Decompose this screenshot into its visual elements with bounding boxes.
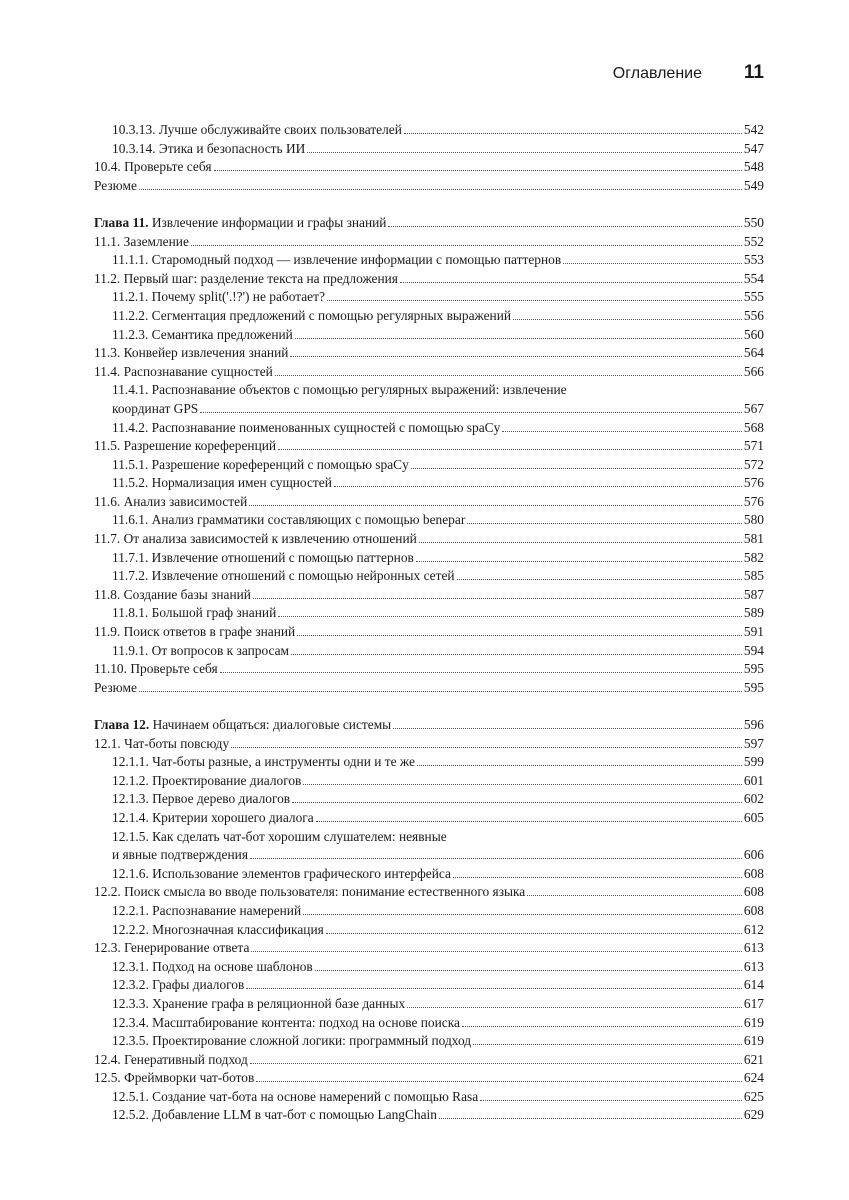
- toc-entry-label: [112, 307, 511, 326]
- toc-entry-label: [112, 772, 301, 791]
- toc-entry[interactable]: [94, 344, 764, 363]
- toc-entry-text: 11.2. Первый шаг: разделение текста на предложения: [94, 270, 398, 286]
- dot-leader: [291, 654, 742, 655]
- toc-entry-page: 580: [743, 512, 764, 528]
- toc-entry-page: 566: [743, 363, 764, 379]
- dot-leader: [462, 1026, 742, 1027]
- toc-entry-text: 11.2.2. Сегментация предложений с помощью регулярных выражений: [112, 307, 512, 323]
- toc-entry-page: 625: [743, 1088, 764, 1104]
- dot-leader: [527, 895, 742, 896]
- dot-leader: [417, 765, 742, 766]
- toc-entry-text: 11.8.1. Большой граф знаний: [112, 605, 277, 621]
- toc-entry-page: 553: [743, 252, 764, 268]
- toc-entry-text: 11.2.1. Почему split('.!?') не работает?: [112, 289, 325, 305]
- toc-entry-page: 605: [743, 809, 764, 825]
- toc-entry[interactable]: [94, 679, 764, 698]
- toc-entry-page: 587: [743, 586, 764, 602]
- toc-entry-label: [112, 474, 332, 493]
- toc-entry-page: 564: [743, 345, 764, 361]
- toc-entry-page: 572: [743, 456, 764, 472]
- toc-chapter-entry[interactable]: [94, 214, 764, 233]
- toc-entry-text: 11.10. Проверьте себя: [94, 661, 218, 677]
- toc-entry-text: 10.3.13. Лучше обслуживайте своих пользователей: [112, 122, 402, 137]
- toc-chapter-entry[interactable]: [94, 716, 764, 735]
- dot-leader: [139, 189, 742, 190]
- toc-entry-label: [112, 865, 451, 884]
- toc-entry[interactable]: [94, 419, 764, 438]
- toc-entry[interactable]: [94, 921, 764, 940]
- toc-entry-label: [112, 829, 447, 844]
- toc-entry[interactable]: [94, 1032, 764, 1051]
- toc-entry[interactable]: [94, 270, 764, 289]
- toc-entry-text: 12.3.3. Хранение графа в реляционной базе данных: [112, 995, 406, 1011]
- toc-entry-text: 12.1.3. Первое дерево диалогов: [112, 791, 291, 807]
- toc-entry-text: 11.6.1. Анализ грамматики составляющих с помощью benepar: [112, 512, 466, 528]
- toc-entry-label: [112, 549, 414, 568]
- toc-entry-page: 547: [743, 140, 764, 156]
- toc-entry-label: [94, 716, 391, 735]
- toc-entry-page: 560: [743, 326, 764, 342]
- toc-entry-text: 11.7.2. Извлечение отношений с помощью нейронных сетей: [112, 568, 455, 584]
- dot-leader: [292, 802, 742, 803]
- toc-entry-label: [112, 251, 561, 270]
- toc-entry-page: 621: [743, 1051, 764, 1067]
- toc-entry-text: 12.2.1. Распознавание намерений: [112, 902, 302, 918]
- toc-entry-page: 601: [743, 772, 764, 788]
- section-gap: [94, 697, 764, 716]
- toc-entry-label: [112, 400, 198, 419]
- toc-entry[interactable]: [94, 567, 764, 586]
- toc-entry-label: [94, 623, 295, 642]
- toc-entry[interactable]: [94, 326, 764, 345]
- toc-entry-page: 576: [743, 475, 764, 491]
- toc-entry-label: [94, 883, 525, 902]
- toc-entry[interactable]: [94, 753, 764, 772]
- dot-leader: [290, 356, 742, 357]
- toc-entry-label: [112, 846, 248, 865]
- toc-entry[interactable]: [94, 177, 764, 196]
- dot-leader: [303, 914, 742, 915]
- dot-leader: [400, 282, 742, 283]
- toc-entry[interactable]: [94, 939, 764, 958]
- toc-entry-page: 591: [743, 624, 764, 640]
- toc-entry[interactable]: [94, 902, 764, 921]
- toc-entry-label: [112, 382, 567, 397]
- toc-entry-label: [94, 586, 251, 605]
- page-number: 11: [743, 62, 764, 83]
- toc-entry-page: 576: [743, 493, 764, 509]
- toc-entry-label: [112, 995, 405, 1014]
- toc-entry-page: 617: [743, 995, 764, 1011]
- dot-leader: [502, 431, 742, 432]
- toc-entry-label: [112, 1032, 471, 1051]
- toc-entry-page: 556: [743, 307, 764, 323]
- dot-leader: [246, 988, 742, 989]
- toc-entry-label: [112, 809, 314, 828]
- toc-entry[interactable]: [94, 381, 764, 418]
- toc-entry-text: 11.5.2. Нормализация имен сущностей: [112, 475, 332, 491]
- toc-entry[interactable]: [94, 251, 764, 270]
- toc-entry-label: [112, 140, 305, 159]
- toc-entry[interactable]: [94, 511, 764, 530]
- dot-leader: [407, 1007, 742, 1008]
- table-of-contents: [94, 121, 764, 1125]
- toc-entry-label: [94, 493, 247, 512]
- toc-entry-label: [112, 790, 290, 809]
- toc-entry[interactable]: [94, 660, 764, 679]
- toc-entry-text: 12.1.1. Чат-боты разные, а инструменты одни и те же: [112, 754, 415, 770]
- toc-entry-page: 555: [743, 289, 764, 305]
- toc-entry[interactable]: [94, 586, 764, 605]
- toc-entry-label: [112, 511, 465, 530]
- toc-entry-label: [112, 642, 289, 661]
- toc-entry-label: [112, 902, 301, 921]
- dot-leader: [139, 691, 742, 692]
- toc-entry-page: 568: [743, 419, 764, 435]
- toc-entry-label: [94, 363, 273, 382]
- toc-entry-label: [112, 958, 313, 977]
- toc-entry-page: 552: [743, 233, 764, 249]
- toc-entry[interactable]: [94, 140, 764, 159]
- toc-entry[interactable]: [94, 623, 764, 642]
- toc-entry-label: [112, 456, 409, 475]
- dot-leader: [278, 449, 742, 450]
- toc-entry-page: 567: [743, 400, 764, 416]
- toc-entry-text: 12.4. Генеративный подход: [94, 1051, 248, 1067]
- dot-leader: [480, 1100, 742, 1101]
- toc-entry-text: 11.1.1. Старомодный подход — извлечение информации с помощью паттернов: [112, 252, 562, 268]
- dot-leader: [307, 152, 742, 153]
- toc-entry-page: 542: [743, 122, 764, 137]
- toc-entry-label: [112, 121, 402, 140]
- dot-leader: [278, 616, 742, 617]
- toc-entry-page: 606: [743, 847, 764, 863]
- toc-entry-label: [94, 233, 189, 252]
- toc-entry[interactable]: [94, 307, 764, 326]
- dot-leader: [250, 858, 742, 859]
- toc-entry-page: 595: [743, 661, 764, 677]
- toc-entry-page: 589: [743, 605, 764, 621]
- toc-entry-label: [112, 604, 276, 623]
- toc-entry-text: 11.9. Поиск ответов в графе знаний: [94, 624, 296, 640]
- toc-entry[interactable]: [94, 121, 764, 140]
- dot-leader: [231, 747, 742, 748]
- toc-entry-page: 596: [743, 717, 764, 732]
- toc-entry-page: 619: [743, 1033, 764, 1049]
- toc-entry-text: 12.1.6. Использование элементов графического интерфейса: [112, 865, 451, 881]
- toc-entry[interactable]: [94, 1088, 764, 1107]
- toc-entry-text: Начинаем общаться: диалоговые системы: [149, 717, 392, 732]
- toc-entry-page: 608: [743, 884, 764, 900]
- toc-entry-label: [94, 344, 288, 363]
- toc-entry-page: 597: [743, 735, 764, 751]
- dot-leader: [326, 933, 742, 934]
- dot-leader: [220, 672, 742, 673]
- toc-entry[interactable]: [94, 437, 764, 456]
- dot-leader: [315, 970, 742, 971]
- dot-leader: [453, 877, 742, 878]
- dot-leader: [251, 951, 742, 952]
- toc-entry[interactable]: [94, 735, 764, 754]
- toc-entry-page: 613: [743, 958, 764, 974]
- toc-entry-text: 12.3.4. Масштабирование контента: подход на основе поиска: [112, 1014, 460, 1030]
- dot-leader: [327, 300, 742, 301]
- dot-leader: [457, 579, 742, 580]
- toc-entry-page: 619: [743, 1014, 764, 1030]
- toc-entry-text: 11.6. Анализ зависимостей: [94, 493, 248, 509]
- toc-entry-page: 554: [743, 270, 764, 286]
- dot-leader: [411, 468, 742, 469]
- toc-entry[interactable]: [94, 772, 764, 791]
- toc-entry-text: 10.3.14. Этика и безопасность ИИ: [112, 140, 306, 156]
- toc-entry-label: [112, 326, 293, 345]
- dot-leader: [191, 245, 742, 246]
- toc-entry-page: 614: [743, 977, 764, 993]
- toc-entry-page: 608: [743, 865, 764, 881]
- toc-entry-text: 11.8. Создание базы знаний: [94, 586, 251, 602]
- toc-entry-label: [94, 735, 229, 754]
- toc-entry[interactable]: [94, 976, 764, 995]
- toc-entry-text: 12.1.5. Как сделать чат-бот хорошим слушателем: неявные: [112, 828, 447, 844]
- toc-entry[interactable]: [94, 809, 764, 828]
- toc-entry-text: 11.3. Конвейер извлечения знаний: [94, 345, 289, 361]
- toc-entry-page: 585: [743, 568, 764, 584]
- toc-entry-page: 594: [743, 642, 764, 658]
- toc-entry-label: [94, 177, 137, 196]
- toc-entry-label: [112, 921, 324, 940]
- toc-entry-label: [94, 437, 276, 456]
- toc-entry-label: [94, 1069, 254, 1088]
- toc-entry-text: 12.5.2. Добавление LLM в чат-бот с помощью LangChain: [112, 1107, 437, 1123]
- toc-entry-page: 550: [743, 214, 764, 230]
- dot-leader: [214, 170, 742, 171]
- dot-leader: [200, 412, 742, 413]
- toc-entry-label: [94, 270, 398, 289]
- toc-entry-page: 548: [743, 159, 764, 175]
- section-gap: [94, 195, 764, 214]
- dot-leader: [295, 338, 742, 339]
- toc-entry-text: 12.5. Фреймворки чат-ботов: [94, 1070, 255, 1086]
- toc-entry-text: 12.3. Генерирование ответа: [94, 940, 250, 956]
- toc-entry-text: 11.5.1. Разрешение кореференций с помощью spaCy: [112, 456, 409, 472]
- toc-entry-label: [112, 1106, 437, 1125]
- toc-entry-page: 612: [743, 921, 764, 937]
- toc-entry-label: [112, 1014, 460, 1033]
- dot-leader: [297, 635, 742, 636]
- header-title: Оглавление: [612, 65, 702, 82]
- toc-entry-text: 12.1. Чат-боты повсюду: [94, 735, 230, 751]
- toc-entry-label: [94, 939, 249, 958]
- dot-leader: [393, 728, 742, 729]
- toc-entry[interactable]: [94, 958, 764, 977]
- toc-entry-page: 571: [743, 438, 764, 454]
- toc-entry-text: 11.9.1. От вопросов к запросам: [112, 642, 289, 658]
- toc-entry-label: [94, 530, 417, 549]
- toc-entry-label: [112, 976, 244, 995]
- toc-entry-label: [112, 1088, 478, 1107]
- toc-entry-text: 11.7.1. Извлечение отношений с помощью паттернов: [112, 549, 414, 565]
- toc-entry[interactable]: [94, 158, 764, 177]
- dot-leader: [249, 505, 742, 506]
- toc-entry-text: Извлечение информации и графы знаний: [148, 214, 387, 230]
- toc-entry-text: 11.2.3. Семантика предложений: [112, 326, 293, 342]
- toc-entry[interactable]: [94, 642, 764, 661]
- toc-entry-page: 599: [743, 754, 764, 770]
- toc-entry-page: 549: [743, 177, 764, 193]
- toc-entry[interactable]: [94, 865, 764, 884]
- toc-entry[interactable]: [94, 549, 764, 568]
- toc-entry[interactable]: [94, 828, 764, 865]
- toc-entry-page: 581: [743, 531, 764, 547]
- toc-entry-text: 12.3.5. Проектирование сложной логики: программный подход: [112, 1033, 472, 1049]
- toc-entry-text: 11.4.2. Распознавание поименованных сущностей с помощью spaCy: [112, 419, 501, 435]
- toc-entry[interactable]: [94, 1051, 764, 1070]
- dot-leader: [473, 1044, 742, 1045]
- toc-entry[interactable]: [94, 363, 764, 382]
- dot-leader: [256, 1081, 742, 1082]
- dot-leader: [439, 1118, 742, 1119]
- toc-entry-text: Резюме: [94, 679, 137, 695]
- dot-leader: [253, 598, 742, 599]
- toc-entry-text: 12.3.1. Подход на основе шаблонов: [112, 958, 313, 974]
- toc-entry-label: [112, 753, 415, 772]
- toc-entry-text: 12.3.2. Графы диалогов: [112, 977, 245, 993]
- toc-entry-text: и явные подтверждения: [112, 847, 248, 863]
- toc-entry-text: 12.2.2. Многозначная классификация: [112, 921, 324, 937]
- toc-entry-label: [112, 288, 325, 307]
- chapter-number: Глава 12.: [94, 717, 150, 732]
- dot-leader: [334, 486, 742, 487]
- toc-entry-text: Резюме: [94, 177, 137, 193]
- toc-entry-label: [94, 1051, 248, 1070]
- toc-entry[interactable]: [94, 1106, 764, 1125]
- dot-leader: [467, 523, 742, 524]
- dot-leader: [563, 263, 742, 264]
- dot-leader: [404, 133, 742, 134]
- dot-leader: [419, 542, 742, 543]
- toc-entry[interactable]: [94, 288, 764, 307]
- toc-entry-label: [94, 158, 212, 177]
- toc-entry[interactable]: [94, 1014, 764, 1033]
- toc-entry[interactable]: [94, 1069, 764, 1088]
- toc-entry-text: 11.7. От анализа зависимостей к извлечению отношений: [94, 531, 417, 547]
- toc-entry-page: 602: [743, 791, 764, 807]
- toc-entry[interactable]: [94, 456, 764, 475]
- dot-leader: [250, 1063, 742, 1064]
- toc-entry-label: [94, 214, 386, 233]
- toc-entry-page: 608: [743, 902, 764, 918]
- toc-entry-text: 11.4. Распознавание сущностей: [94, 363, 273, 379]
- toc-entry[interactable]: [94, 233, 764, 252]
- toc-entry-text: координат GPS: [112, 400, 199, 416]
- toc-entry-text: 12.1.2. Проектирование диалогов: [112, 772, 302, 788]
- toc-entry-text: 11.4.1. Распознавание объектов с помощью регулярных выражений: извлечение: [112, 382, 567, 398]
- toc-entry-page: 624: [743, 1070, 764, 1086]
- toc-entry-page: 629: [743, 1107, 764, 1123]
- toc-entry-text: 11.5. Разрешение кореференций: [94, 438, 277, 454]
- dot-leader: [303, 784, 742, 785]
- toc-entry-page: 613: [743, 940, 764, 956]
- toc-entry-text: 11.1. Заземление: [94, 233, 189, 249]
- toc-entry[interactable]: [94, 995, 764, 1014]
- toc-entry[interactable]: [94, 493, 764, 512]
- toc-entry-page: 595: [743, 679, 764, 695]
- toc-entry-page: 582: [743, 549, 764, 565]
- toc-entry[interactable]: [94, 474, 764, 493]
- chapter-number: Глава 11.: [94, 214, 149, 230]
- toc-entry-text: 12.2. Поиск смысла во вводе пользователя: понимание естественного языка: [94, 884, 526, 900]
- toc-entry-text: 12.5.1. Создание чат-бота на основе намерений с помощью Rasa: [112, 1088, 479, 1104]
- dot-leader: [388, 226, 741, 227]
- toc-entry-text: 10.4. Проверьте себя: [94, 159, 212, 175]
- toc-entry[interactable]: [94, 883, 764, 902]
- dot-leader: [416, 561, 742, 562]
- toc-entry-label: [94, 660, 218, 679]
- dot-leader: [513, 319, 742, 320]
- toc-entry[interactable]: [94, 604, 764, 623]
- toc-entry-text: 12.1.4. Критерии хорошего диалога: [112, 809, 314, 825]
- toc-entry-label: [112, 567, 455, 586]
- toc-entry[interactable]: [94, 530, 764, 549]
- running-header: [0, 62, 764, 88]
- dot-leader: [275, 375, 742, 376]
- toc-entry[interactable]: [94, 790, 764, 809]
- dot-leader: [316, 821, 742, 822]
- toc-entry-label: [94, 679, 137, 698]
- toc-entry-label: [112, 419, 500, 438]
